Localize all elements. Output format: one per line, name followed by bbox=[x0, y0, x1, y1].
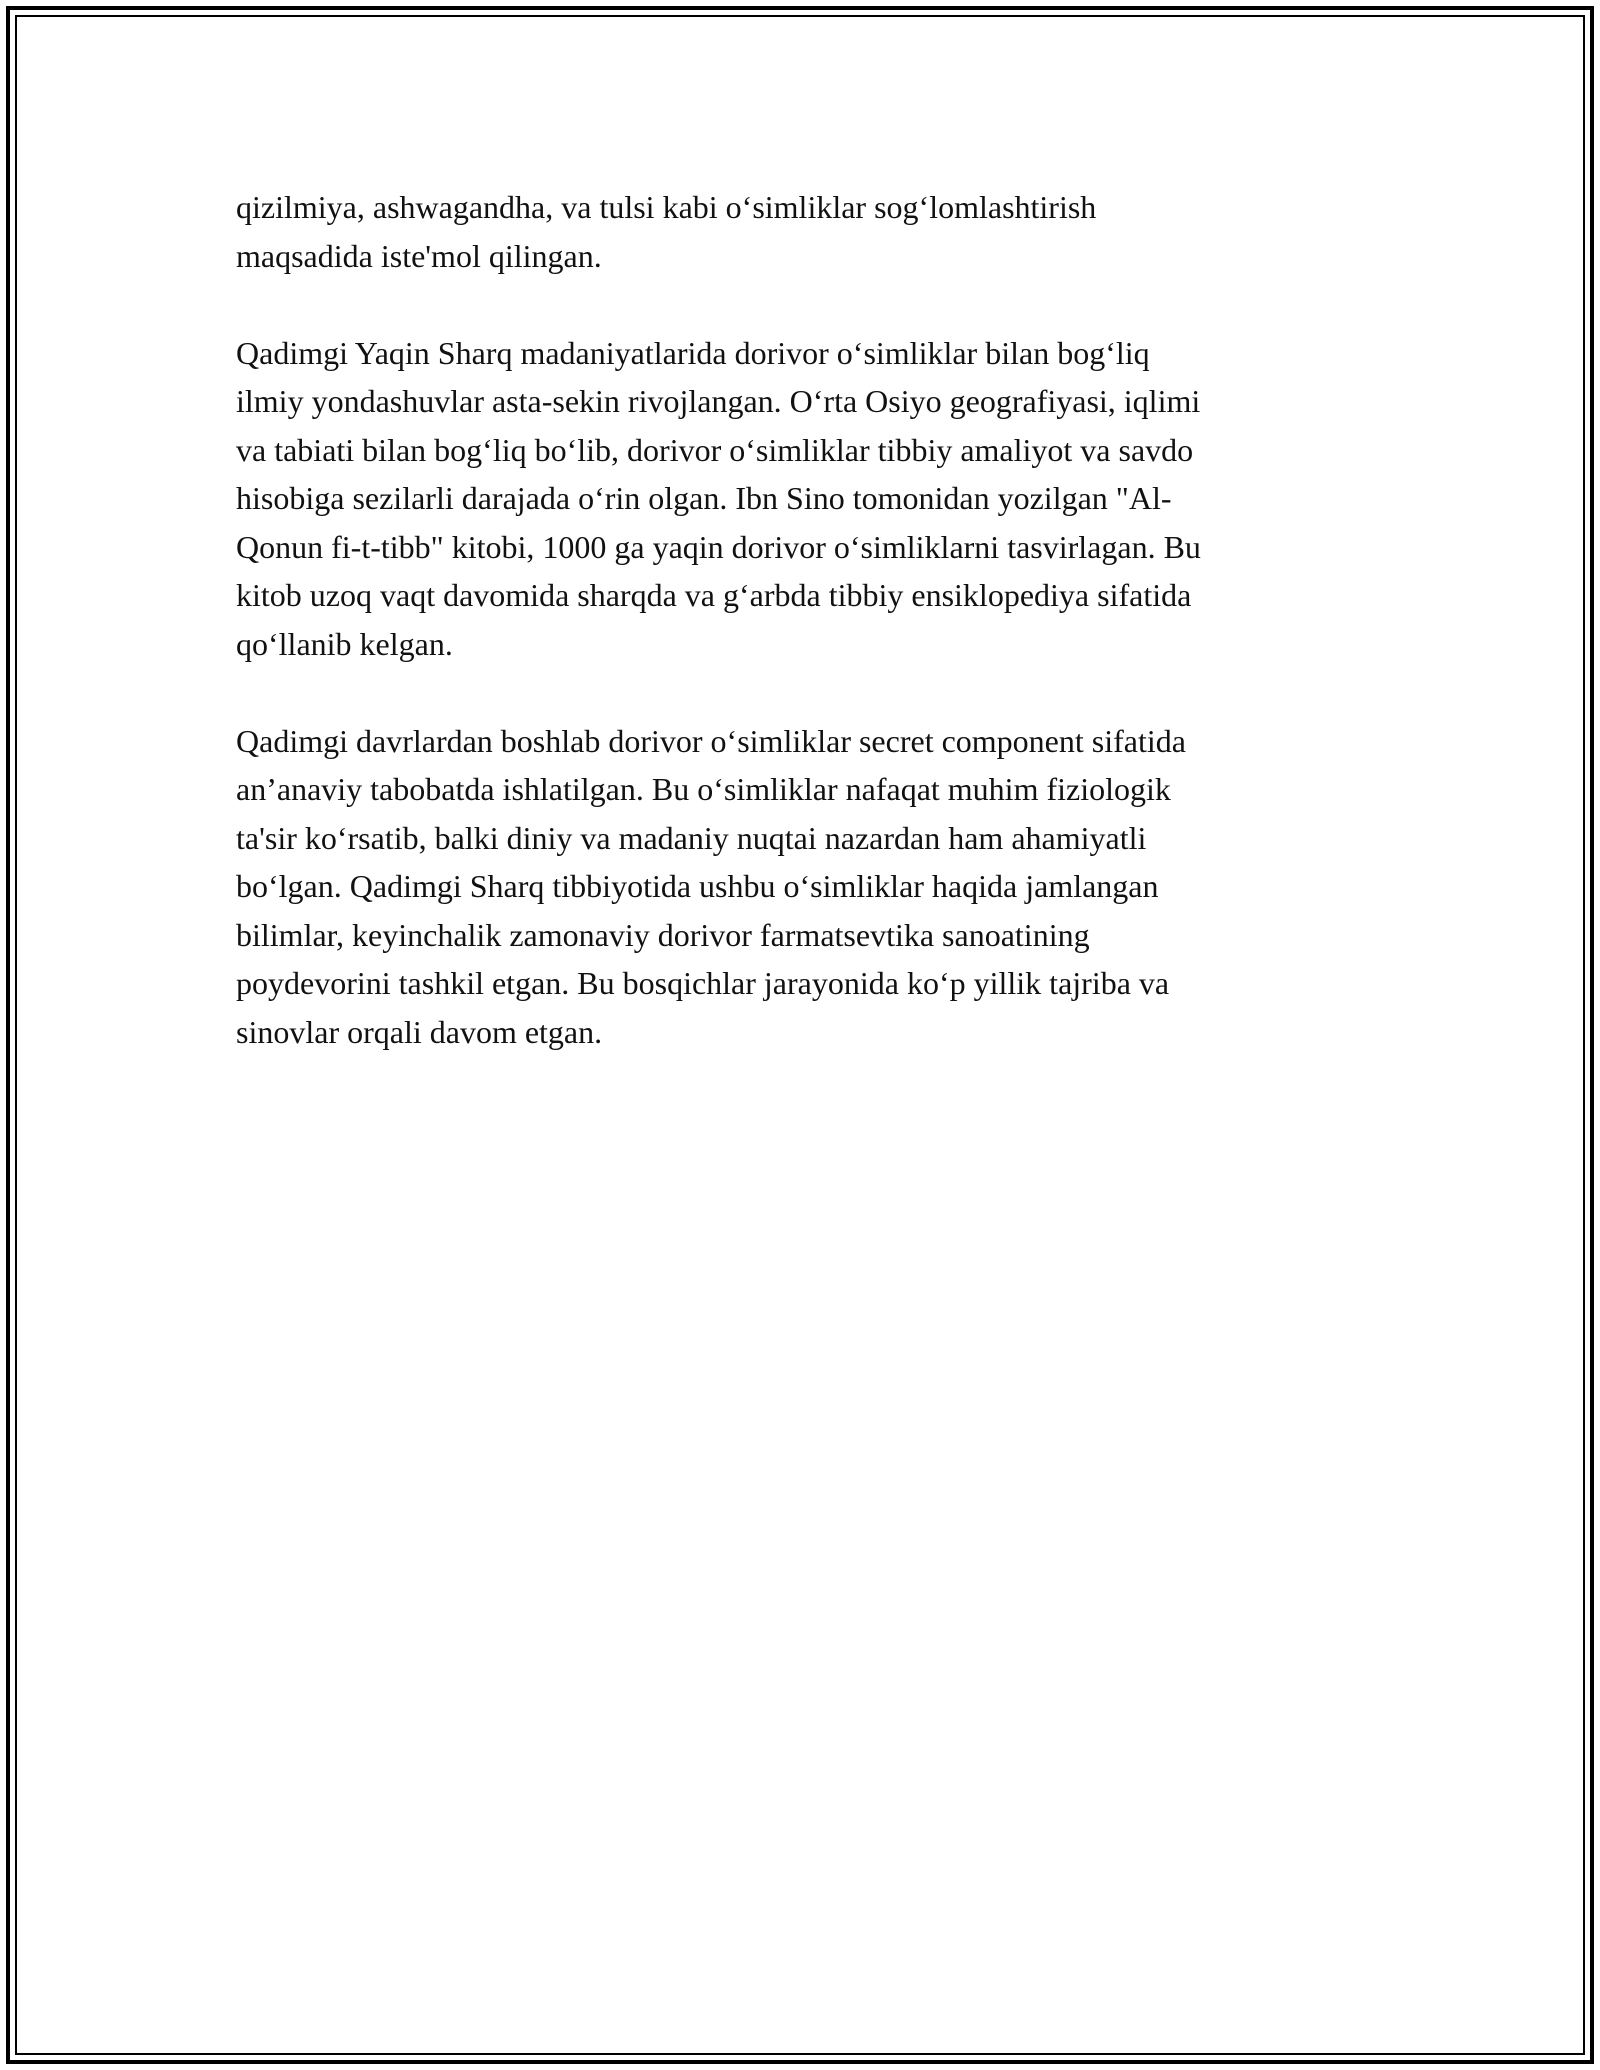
paragraph-line: Qonun fi-t-tibb" kitobi, 1000 ga yaqin dorivor o‘simliklarni tasvirlagan. Bu bbox=[236, 528, 1201, 565]
paragraph-line: bilimlar, keyinchalik zamonaviy dorivor farmatsevtika sanoatining bbox=[236, 916, 1090, 953]
paragraph-line: qo‘llanib kelgan. bbox=[236, 625, 453, 662]
paragraph-line: Qadimgi Yaqin Sharq madaniyatlarida dorivor o‘simliklar bilan bog‘liq bbox=[236, 334, 1150, 371]
paragraph-line: sinovlar orqali davom etgan. bbox=[236, 1013, 603, 1050]
paragraph-line: maqsadida iste'mol qilingan. bbox=[236, 237, 602, 274]
paragraph-line: ilmiy yondashuvlar asta-sekin rivojlangan. O‘rta Osiyo geografiyasi, iqlimi bbox=[236, 383, 1201, 419]
paragraph-line: qizilmiya, ashwagandha, va tulsi kabi o‘simliklar sog‘lomlashtirish bbox=[236, 189, 1097, 225]
paragraph-line: bo‘lgan. Qadimgi Sharq tibbiyotida ushbu o‘simliklar haqida jamlangan bbox=[236, 868, 1159, 904]
paragraph-line: hisobiga sezilarli darajada o‘rin olgan. Ibn Sino tomonidan yozilgan "Al- bbox=[236, 480, 1172, 516]
paragraph-line: poydevorini tashkil etgan. Bu bosqichlar jarayonida ko‘p yillik tajriba va bbox=[236, 965, 1170, 1001]
paragraph-line: ta'sir ko‘rsatib, balki diniy va madaniy nuqtai nazardan ham ahamiyatli bbox=[236, 819, 1147, 856]
paragraph-2 bbox=[236, 329, 1356, 669]
paragraph-line: an’anaviy tabobatda ishlatilgan. Bu o‘simliklar nafaqat muhim fiziologik bbox=[236, 771, 1171, 807]
paragraph-line: Qadimgi davrlardan boshlab dorivor o‘simliklar secret component sifatida bbox=[236, 722, 1186, 759]
paragraph-1 bbox=[236, 183, 1356, 280]
paragraph-line: va tabiati bilan bog‘liq bo‘lib, dorivor o‘simliklar tibbiy amaliyot va savdo bbox=[236, 431, 1194, 468]
paragraph-3 bbox=[236, 717, 1356, 1057]
paragraph-line: kitob uzoq vaqt davomida sharqda va g‘arbda tibbiy ensiklopediya sifatida bbox=[236, 577, 1192, 613]
document-body bbox=[236, 183, 1356, 1105]
